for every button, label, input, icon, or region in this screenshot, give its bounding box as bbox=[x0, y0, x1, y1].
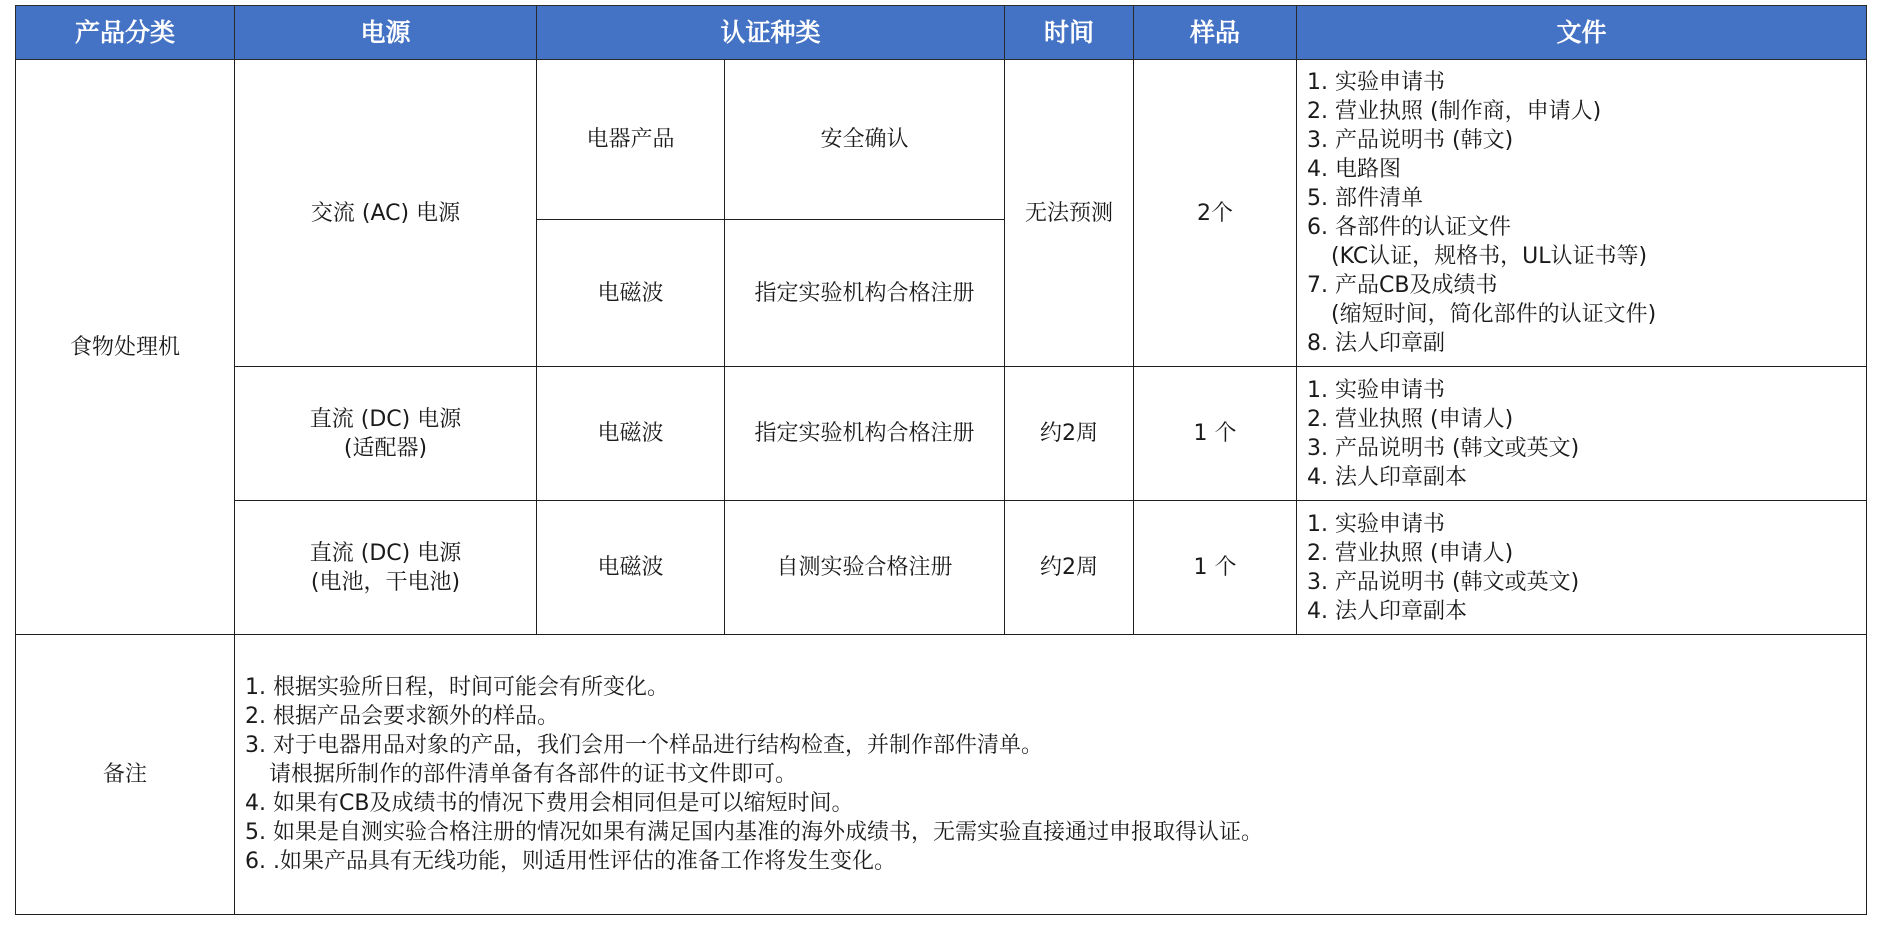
file-item: 8. 法人印章副 bbox=[1307, 331, 1445, 356]
cert-name-cell: 指定实验机构合格注册 bbox=[725, 367, 1005, 501]
cert-name-cell: 安全确认 bbox=[725, 60, 1005, 220]
file-item: 1. 实验申请书 bbox=[1307, 377, 1445, 403]
sample-cell: 1 个 bbox=[1134, 367, 1297, 501]
power-cell bbox=[235, 501, 537, 635]
cert-subtype-cell: 电磁波 bbox=[537, 220, 725, 367]
header-cert-type: 认证种类 bbox=[537, 6, 1005, 60]
cert-name-cell: 指定实验机构合格注册 bbox=[725, 220, 1005, 367]
cert-subtype-cell: 电磁波 bbox=[537, 501, 725, 635]
file-item: 3. 产品说明书 (韩文或英文) bbox=[1307, 435, 1580, 461]
files-cell bbox=[1297, 501, 1867, 635]
files-cell bbox=[1297, 60, 1867, 367]
file-item: 3. 产品说明书 (韩文或英文) bbox=[1307, 569, 1580, 595]
header-time: 时间 bbox=[1005, 6, 1134, 60]
time-cell: 约2周 bbox=[1005, 501, 1134, 635]
power-line: (适配器) bbox=[343, 435, 428, 461]
file-item-note: (缩短时间，简化部件的认证文件) bbox=[1331, 302, 1657, 327]
cert-subtype-cell: 电器产品 bbox=[537, 60, 725, 220]
note-item: 4. 如果有CB及成绩书的情况下费用会相同但是可以缩短时间。 bbox=[245, 791, 854, 816]
file-item: 1. 实验申请书 bbox=[1307, 511, 1445, 537]
notes-label: 备注 bbox=[16, 635, 235, 915]
header-category: 产品分类 bbox=[16, 6, 235, 60]
file-item: 3. 产品说明书 (韩文) bbox=[1307, 128, 1514, 153]
power-line: 直流 (DC) 电源 bbox=[309, 406, 462, 432]
file-item: 2. 营业执照 (申请人) bbox=[1307, 540, 1514, 566]
header-files: 文件 bbox=[1297, 6, 1867, 60]
files-cell bbox=[1297, 367, 1867, 501]
file-item: 4. 法人印章副本 bbox=[1307, 598, 1467, 624]
file-item: 6. 各部件的认证文件 bbox=[1307, 215, 1511, 240]
note-item: 2. 根据产品会要求额外的样品。 bbox=[245, 704, 559, 729]
power-cell: 交流 (AC) 电源 bbox=[235, 60, 537, 367]
cert-name-cell: 自测实验合格注册 bbox=[725, 501, 1005, 635]
time-cell: 无法预测 bbox=[1005, 60, 1134, 367]
notes-cell bbox=[235, 635, 1867, 915]
file-item: 4. 电路图 bbox=[1307, 157, 1401, 182]
sample-cell: 1 个 bbox=[1134, 501, 1297, 635]
file-item-note: (KC认证，规格书，UL认证书等) bbox=[1331, 244, 1648, 269]
power-line: 直流 (DC) 电源 bbox=[309, 540, 462, 566]
note-item: 1. 根据实验所日程，时间可能会有所变化。 bbox=[245, 675, 669, 700]
time-cell: 约2周 bbox=[1005, 367, 1134, 501]
file-item: 4. 法人印章副本 bbox=[1307, 464, 1467, 490]
note-item-continued: 请根据所制作的部件清单备有各部件的证书文件即可。 bbox=[269, 762, 798, 787]
file-item: 7. 产品CB及成绩书 bbox=[1307, 273, 1498, 298]
file-item: 1. 实验申请书 bbox=[1307, 70, 1445, 95]
note-item: 6. .如果产品具有无线功能，则适用性评估的准备工作将发生变化。 bbox=[245, 849, 896, 874]
file-item: 2. 营业执照 (申请人) bbox=[1307, 406, 1514, 432]
note-item: 5. 如果是自测实验合格注册的情况如果有满足国内基准的海外成绩书，无需实验直接通过申报取得认证。 bbox=[245, 820, 1263, 845]
certification-table bbox=[15, 5, 1867, 915]
file-item: 2. 营业执照 (制作商，申请人) bbox=[1307, 99, 1602, 124]
notes-row bbox=[16, 635, 1867, 915]
note-item: 3. 对于电器用品对象的产品，我们会用一个样品进行结构检查，并制作部件清单。 bbox=[245, 733, 1043, 758]
table-row bbox=[16, 367, 1867, 501]
power-line: (电池，干电池) bbox=[310, 569, 461, 595]
sample-cell: 2个 bbox=[1134, 60, 1297, 367]
header-sample: 样品 bbox=[1134, 6, 1297, 60]
table-row bbox=[16, 501, 1867, 635]
header-row bbox=[16, 6, 1867, 60]
product-category-cell: 食物处理机 bbox=[16, 60, 235, 635]
power-cell bbox=[235, 367, 537, 501]
cert-subtype-cell: 电磁波 bbox=[537, 367, 725, 501]
file-item: 5. 部件清单 bbox=[1307, 186, 1423, 211]
header-power: 电源 bbox=[235, 6, 537, 60]
table-row bbox=[16, 60, 1867, 220]
